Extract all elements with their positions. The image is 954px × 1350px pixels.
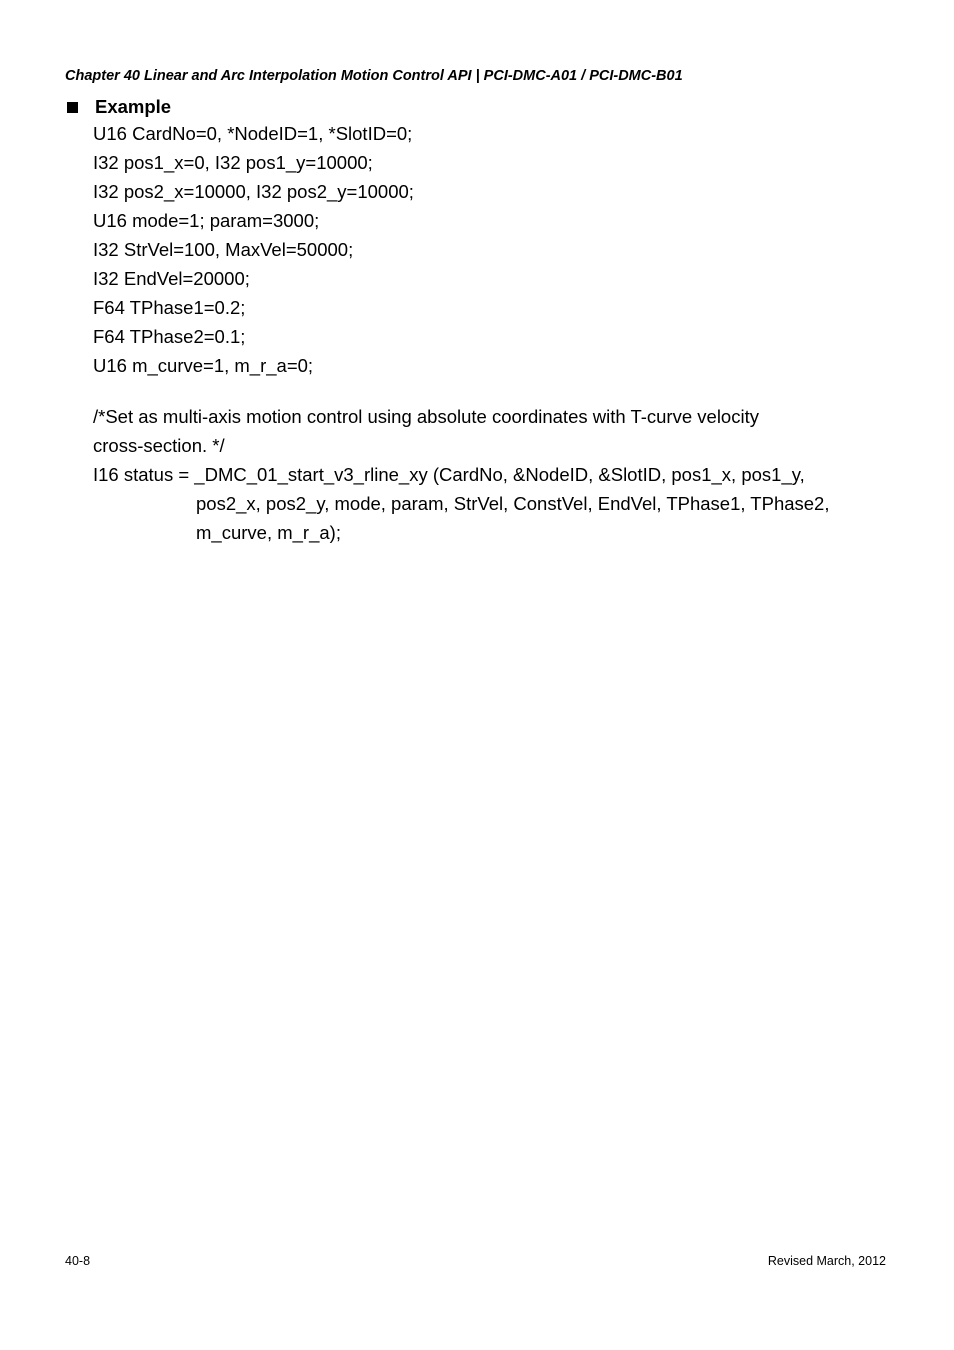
section-heading — [65, 95, 905, 119]
call-line: I16 status = _DMC_01_start_v3_rline_xy (CardNo, &NodeID, &SlotID, pos1_x, pos1_y, — [93, 464, 805, 485]
code-line: I32 pos1_x=0, I32 pos1_y=10000; — [93, 152, 373, 173]
page-header: Chapter 40 Linear and Arc Interpolation Motion Control API | PCI-DMC-A01 / PCI-DMC-B01 — [65, 68, 683, 84]
example-section — [65, 95, 905, 547]
comment-line: cross-section. */ — [93, 435, 225, 456]
call-line-continued: m_curve, m_r_a); — [196, 522, 341, 543]
code-line: U16 CardNo=0, *NodeID=1, *SlotID=0; — [93, 123, 413, 144]
call-line-continued: pos2_x, pos2_y, mode, param, StrVel, ConstVel, EndVel, TPhase1, TPhase2, — [196, 493, 830, 514]
revision-date: Revised March, 2012 — [767, 1254, 886, 1268]
comment-line: /*Set as multi-axis motion control using absolute coordinates with T-curve velocity — [93, 406, 759, 427]
code-line: I32 pos2_x=10000, I32 pos2_y=10000; — [93, 181, 414, 202]
code-line: I32 StrVel=100, MaxVel=50000; — [93, 239, 354, 260]
square-bullet-icon — [67, 102, 78, 113]
code-line: F64 TPhase2=0.1; — [93, 326, 246, 347]
code-comment — [93, 402, 905, 460]
function-call — [93, 460, 905, 547]
code-line: I32 EndVel=20000; — [93, 268, 250, 289]
code-line: F64 TPhase1=0.2; — [93, 297, 246, 318]
code-block — [93, 119, 905, 547]
section-title: Example — [95, 96, 172, 117]
code-line: U16 mode=1; param=3000; — [93, 210, 320, 231]
code-line: U16 m_curve=1, m_r_a=0; — [93, 355, 314, 376]
page-number: 40-8 — [65, 1254, 91, 1268]
